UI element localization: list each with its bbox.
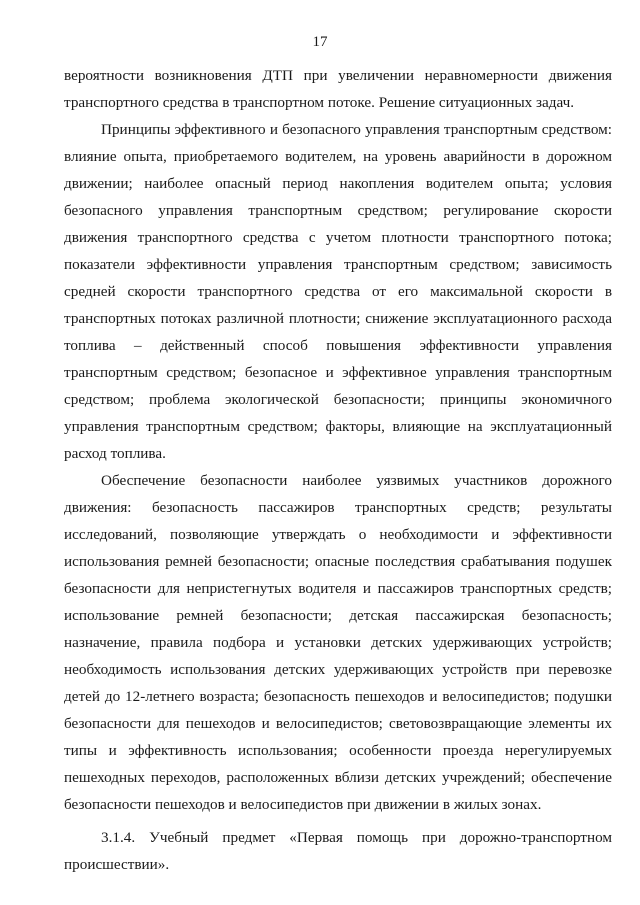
paragraph-vulnerable-participants: Обеспечение безопасности наиболее уязвимых участников дорожного движения: безопасность пассажиров транспортных средств; результаты исследований, позволяющие утверждать о необходимости и эффективности использования ремней безопасности; опасные последствия срабатывания подушек безопасности для непристегнутых водителя и пассажиров транспортных средств; использование ремней безопасности; детская пассажирская безопасность; назначение, правила подбора и установки детских удерживающих устройств; необходимость использования детских удерживающих устройств при перевозке детей до 12-летнего возраста; безопасность пешеходов и велосипедистов; подушки безопасности для пешеходов и велосипедистов; световозвращающие элементы их типы и эффективность использования; особенности проезда нерегулируемых пешеходных переходов, расположенных вблизи детских учреждений; обеспечение безопасности пешеходов и велосипедистов при движении в жилых зонах.: [64, 472, 612, 813]
paragraph-driving-principles: Принципы эффективного и безопасного управления транспортным средством: влияние опыта, приобретаемого водителем, на уровень аварийности в дорожном движении; наиболее опасный период накопления водителем опыта; условия безопасного управления транспортным средством; регулирование скорости движения транспортного средства с учетом плотности транспортного потока; показатели эффективности управления транспортным средством; зависимость средней скорости транспортного средства от его максимальной скорости в транспортных потоках различной плотности; снижение эксплуатационного расхода топлива – действенный способ повышения эффективности управления транспортным средством; безопасное и эффективное управления транспортным средством; проблема экологической безопасности; принципы экономичного управления транспортным средством; факторы, влияющие на эксплуатационный расход топлива.: [64, 121, 612, 462]
paragraph-continuation: вероятности возникновения ДТП при увеличении неравномерности движения транспортного средства в транспортном потоке. Решение ситуационных задач.: [64, 67, 612, 111]
document-body: [64, 62, 612, 878]
subsection-heading: 3.1.4. Учебный предмет «Первая помощь при дорожно-транспортном происшествии».: [64, 829, 612, 873]
page-number: 17: [312, 34, 328, 50]
